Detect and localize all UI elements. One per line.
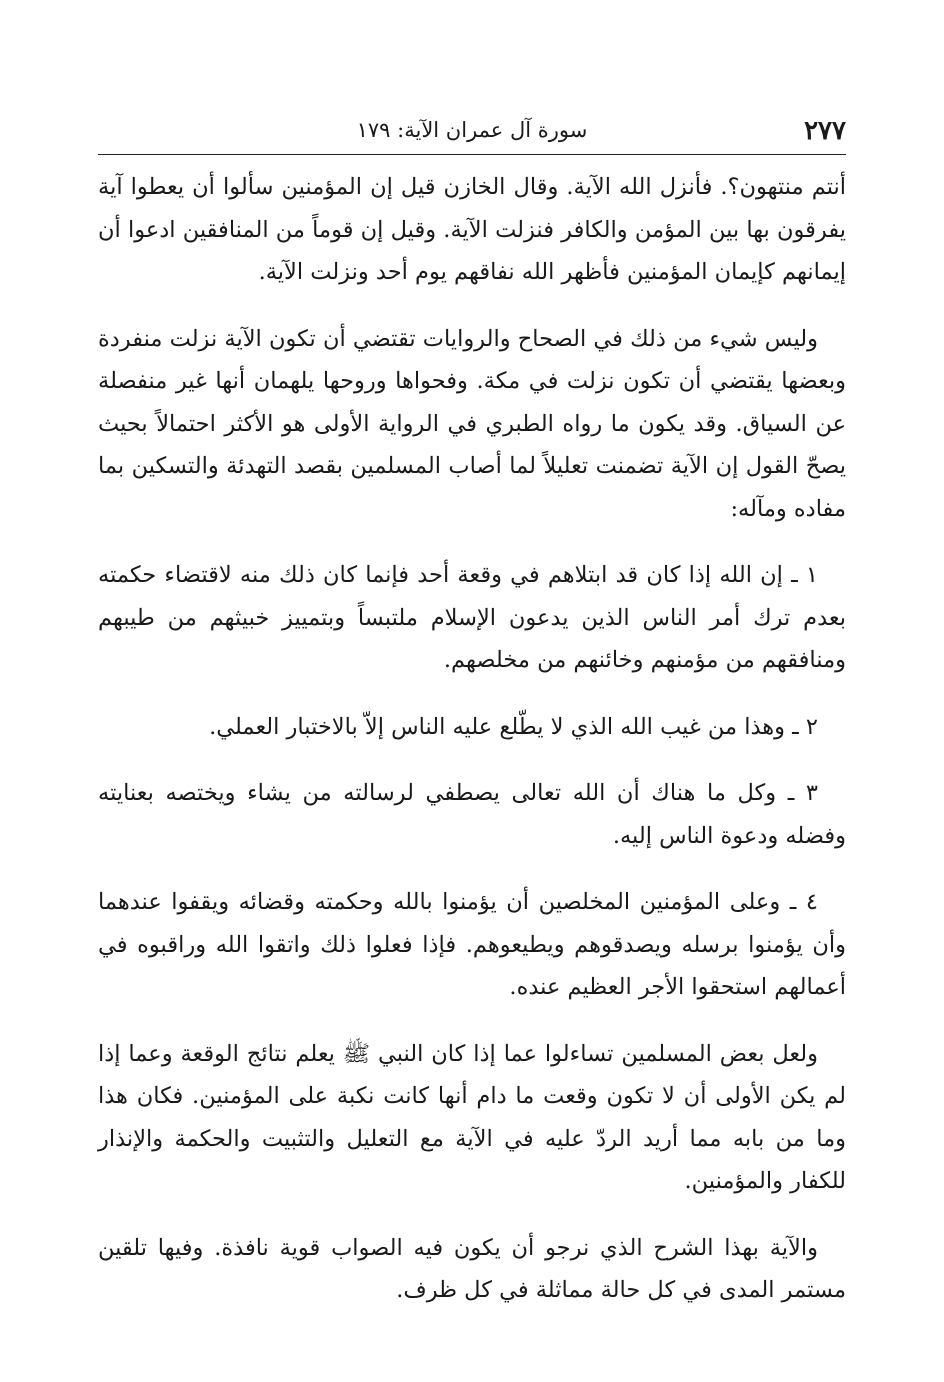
- paragraph: ولعل بعض المسلمين تساءلوا عما إذا كان النبي ﷺ يعلم نتائج الوقعة وعما إذا لم يكن الأولى أن لا تكون وقعت ما دام أنها كانت نكبة على المؤمنين. فكان هذا وما من بابه مما أريد الردّ عليه في الآية مع التعليل والتثبيت والحكمة والإنذار للكفار والمؤمنين.: [98, 1040, 846, 1194]
- book-page: [98, 108, 846, 1336]
- page-body: [98, 152, 846, 1312]
- paragraph: أنتم منتهون؟. فأنزل الله الآية. وقال الخازن قيل إن المؤمنين سألوا أن يعطوا آية يفرقون بها بين المؤمن والكافر فنزلت الآية. وقيل إن قوماً من المنافقين ادعوا أن إيمانهم كإيمان المؤمنين فأظهر الله نفاقهم يوم أحد ونزلت الآية.: [98, 174, 846, 285]
- numbered-paragraph: ٣ ـ وكل ما هناك أن الله تعالى يصطفي لرسالته من يشاء ويختصه بعنايته وفضله ودعوة الناس إليه.: [98, 780, 846, 849]
- page-number: ٢٧٧: [804, 116, 846, 146]
- header-divider: [98, 154, 846, 155]
- paragraph: والآية بهذا الشرح الذي نرجو أن يكون فيه الصواب قوية نافذة. وفيها تلقين مستمر المدى في كل حالة مماثلة في كل ظرف.: [98, 1234, 846, 1303]
- page-header: [98, 108, 846, 152]
- numbered-paragraph: ٤ ـ وعلى المؤمنين المخلصين أن يؤمنوا بالله وحكمته وقضائه ويقفوا عندهما وأن يؤمنوا برسله ويصدقوهم ويطيعوهم. فإذا فعلوا ذلك واتقوا الله وراقبوه في أعمالهم استحقوا الأجر العظيم عنده.: [98, 889, 846, 1000]
- numbered-paragraph: ١ ـ إن الله إذا كان قد ابتلاهم في وقعة أحد فإنما كان ذلك منه لاقتضاء حكمته بعدم ترك أمر الناس الذين يدعون الإسلام ملتبساً وبتمييز خبيثهم من طيبهم ومنافقهم من مؤمنهم وخائنهم من مخلصهم.: [98, 562, 846, 673]
- paragraph: وليس شيء من ذلك في الصحاح والروايات تقتضي أن تكون الآية نزلت منفردة وبعضها يقتضي أن تكون نزلت في مكة. وفحواها وروحها يلهمان أنها غير منفصلة عن السياق. وقد يكون ما رواه الطبري في الرواية الأولى هو الأكثر احتمالاً بحيث يصحّ القول إن الآية تضمنت تعليلاً لما أصاب المسلمين بقصد التهدئة والتسكين بما مفاده ومآله:: [98, 325, 846, 522]
- running-title: سورة آل عمران الآية: ١٧٩: [356, 118, 588, 142]
- numbered-paragraph: ٢ ـ وهذا من غيب الله الذي لا يطّلع عليه الناس إلاّ بالاختبار العملي.: [209, 713, 818, 740]
